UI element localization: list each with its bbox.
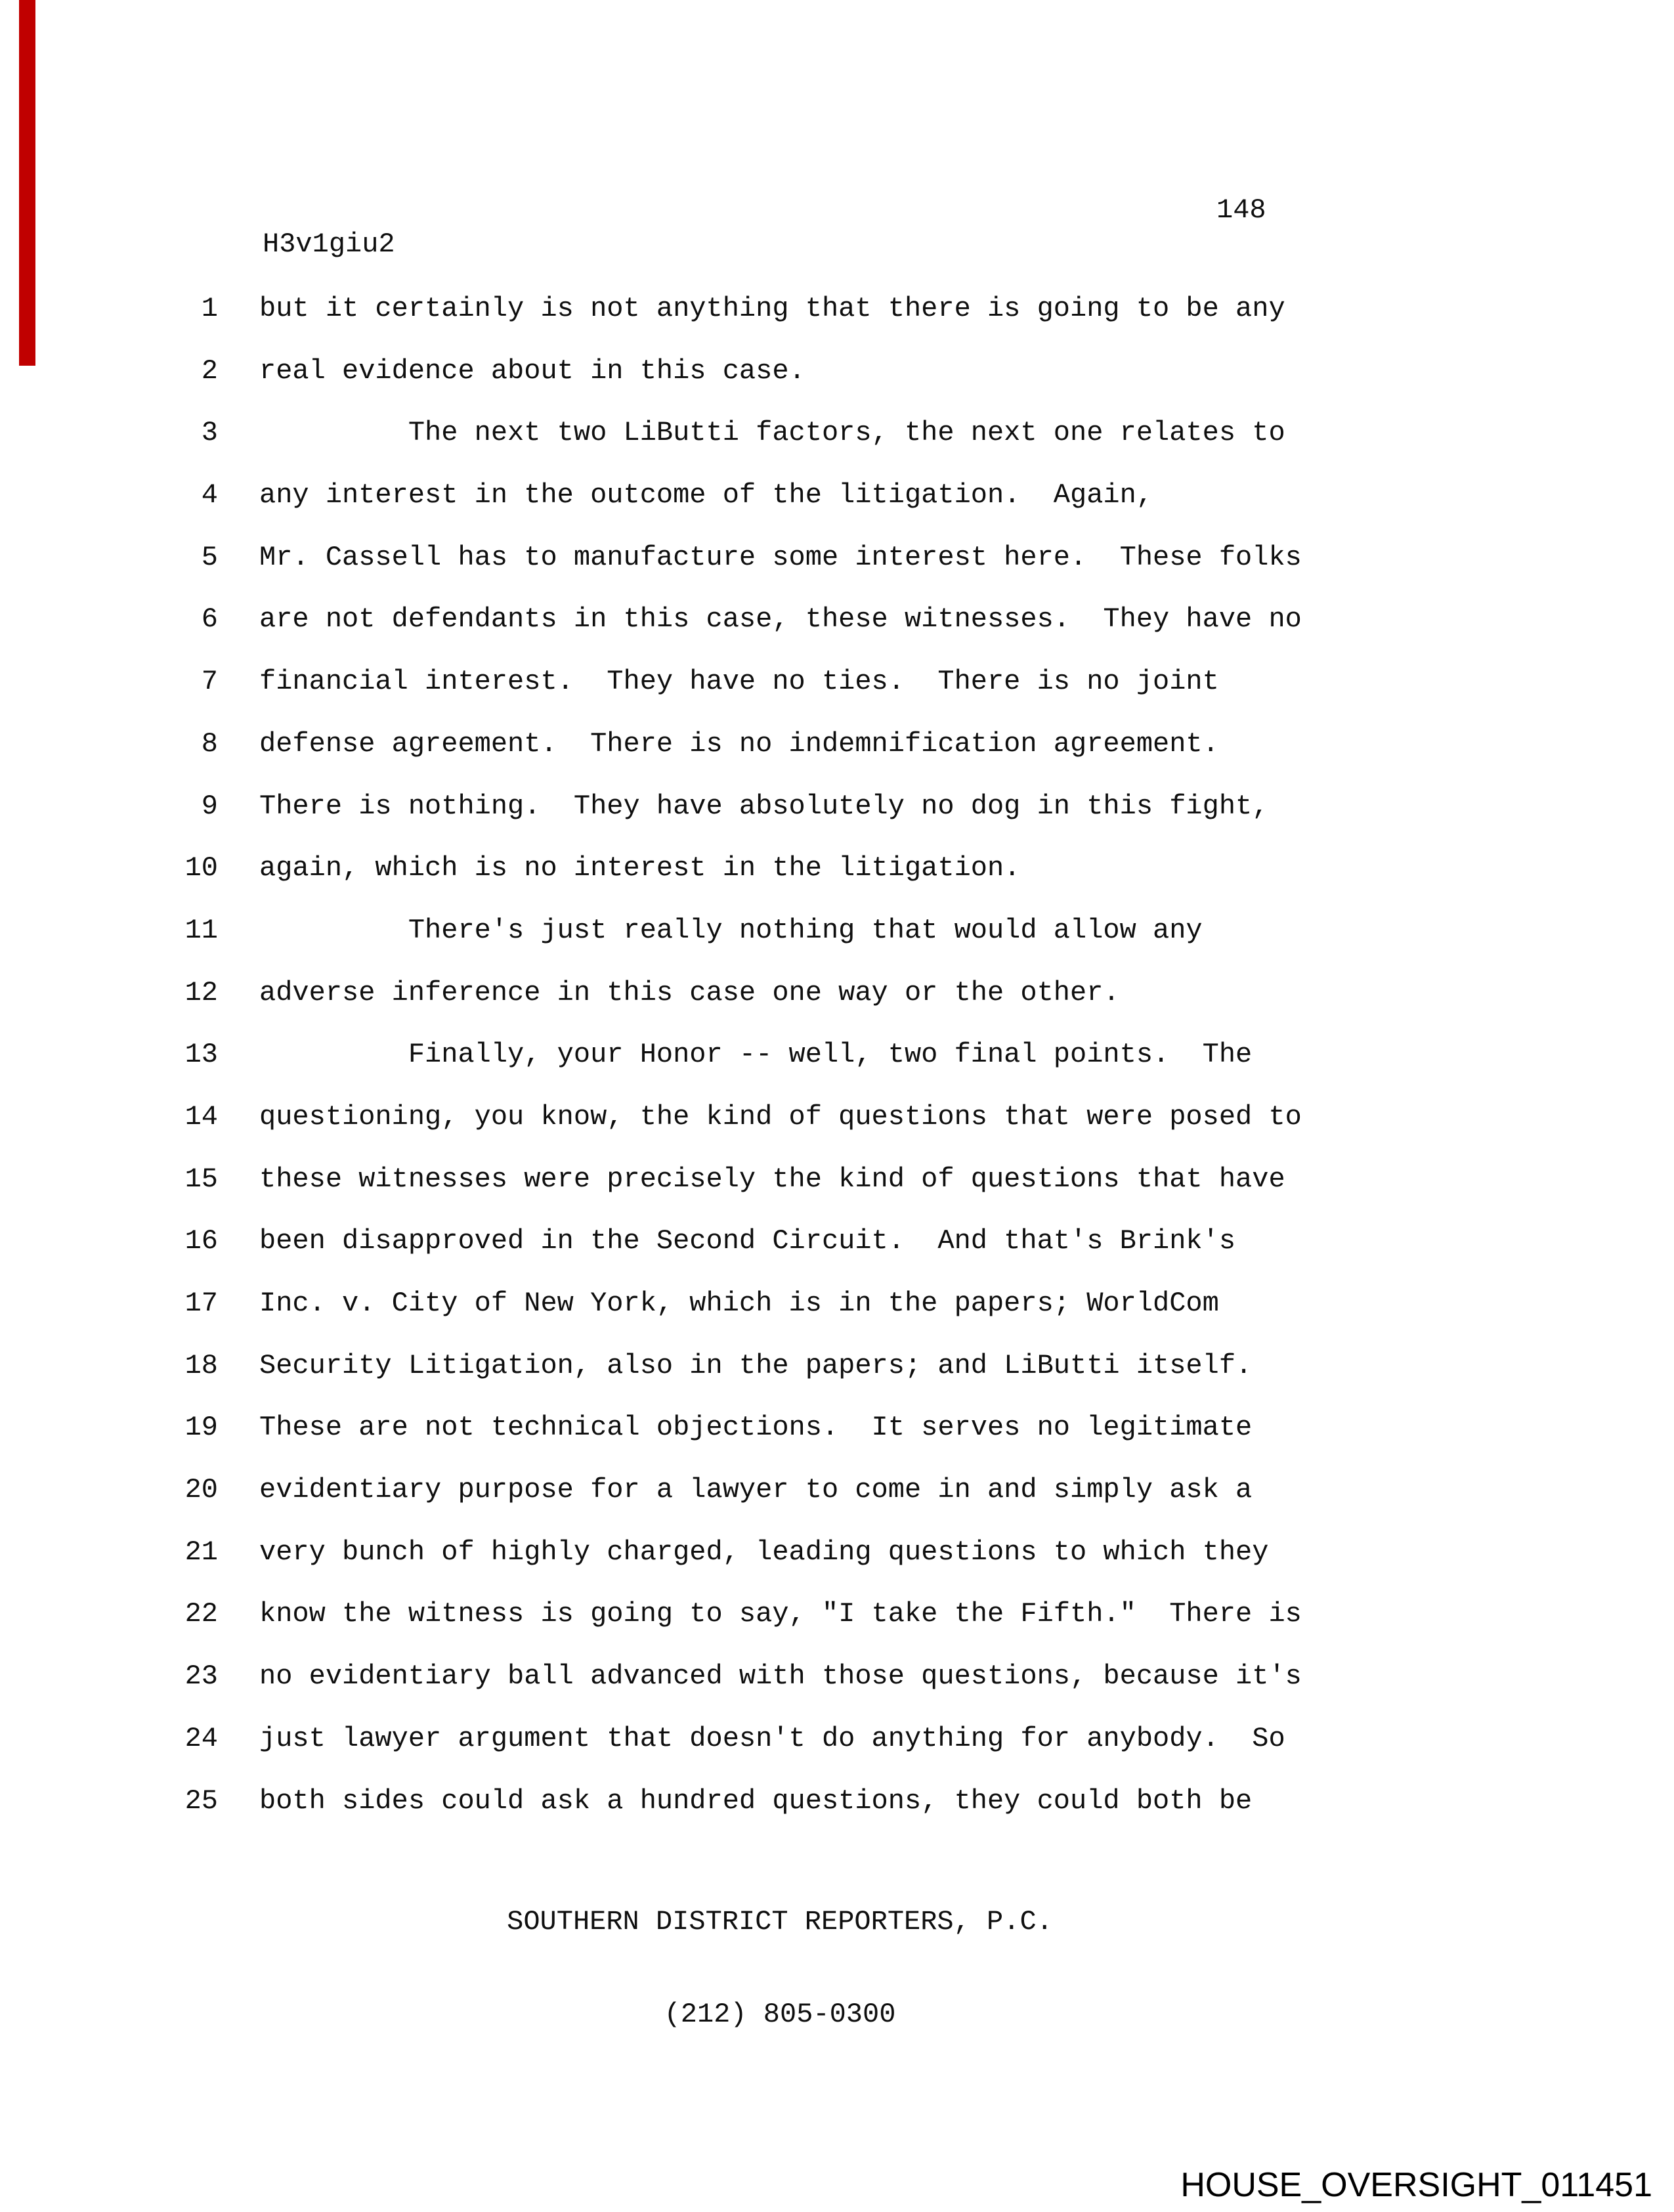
transcript-line [164, 417, 1411, 479]
line-number: 10 [184, 852, 218, 884]
transcript-lines [164, 293, 1411, 1847]
line-number: 19 [184, 1412, 218, 1444]
line-number: 16 [184, 1225, 218, 1257]
line-number: 4 [201, 479, 218, 511]
transcript-line [164, 791, 1411, 853]
reporter-name: SOUTHERN DISTRICT REPORTERS, P.C. [507, 1906, 1053, 1938]
line-text: The next two LiButti factors, the next one relates to [259, 417, 1285, 449]
line-number: 2 [201, 355, 218, 387]
transcript-line [164, 355, 1411, 418]
line-number: 12 [184, 976, 218, 1008]
transcript-line [164, 852, 1411, 915]
line-number: 9 [201, 790, 218, 822]
transcript-header-id: H3v1giu2 [263, 228, 395, 260]
transcript-line [164, 1288, 1411, 1350]
transcript-line [164, 542, 1411, 604]
line-text: been disapproved in the Second Circuit. And that's Brink's [259, 1225, 1236, 1257]
transcript-line [164, 1163, 1411, 1226]
reporter-phone: (212) 805-0300 [664, 1999, 896, 2030]
transcript-line [164, 1039, 1411, 1101]
transcript-line [164, 1474, 1411, 1536]
line-number: 5 [201, 541, 218, 573]
line-number: 11 [184, 914, 218, 946]
line-text: adverse inference in this case one way or the other. [259, 976, 1120, 1008]
line-text: both sides could ask a hundred questions, they could both be [259, 1785, 1253, 1817]
transcript-line [164, 1598, 1411, 1660]
line-text: Mr. Cassell has to manufacture some interest here. These folks [259, 541, 1302, 573]
transcript-line [164, 1723, 1411, 1785]
line-number: 23 [184, 1660, 218, 1693]
line-number: 17 [184, 1288, 218, 1319]
transcript-line [164, 977, 1411, 1039]
transcript-line [164, 915, 1411, 977]
line-number: 22 [184, 1598, 218, 1630]
red-margin-line [19, 0, 35, 366]
line-text: These are not technical objections. It serves no legitimate [259, 1412, 1253, 1444]
line-text: Inc. v. City of New York, which is in the papers; WorldCom [259, 1288, 1219, 1319]
transcript-line [164, 479, 1411, 542]
line-text: very bunch of highly charged, leading questions to which they [259, 1536, 1269, 1568]
line-number: 14 [184, 1100, 218, 1133]
line-text: Finally, your Honor -- well, two final points. The [259, 1039, 1253, 1071]
transcript-line [164, 1785, 1411, 1848]
line-text: defense agreement. There is no indemnification agreement. [259, 727, 1219, 760]
line-number: 1 [201, 293, 218, 324]
line-number: 15 [184, 1163, 218, 1195]
line-number: 24 [184, 1722, 218, 1754]
transcript-line [164, 728, 1411, 791]
transcript-line [164, 1225, 1411, 1288]
line-number: 18 [184, 1349, 218, 1381]
line-number: 20 [184, 1474, 218, 1506]
transcript-line [164, 1101, 1411, 1163]
line-text: know the witness is going to say, "I take the Fifth." There is [259, 1598, 1302, 1630]
line-text: questioning, you know, the kind of questions that were posed to [259, 1100, 1302, 1133]
reporter-footer [259, 1845, 1300, 2092]
line-text: financial interest. They have no ties. There is no joint [259, 666, 1219, 698]
transcript-line [164, 666, 1411, 728]
transcript-line [164, 603, 1411, 666]
line-number: 8 [201, 727, 218, 760]
line-text: again, which is no interest in the litigation. [259, 852, 1021, 884]
line-number: 3 [201, 417, 218, 449]
transcript-line [164, 1660, 1411, 1723]
line-text: evidentiary purpose for a lawyer to come in and simply ask a [259, 1474, 1253, 1506]
transcript-line [164, 1536, 1411, 1599]
line-number: 13 [184, 1039, 218, 1071]
line-text: just lawyer argument that doesn't do anything for anybody. So [259, 1722, 1285, 1754]
line-text: any interest in the outcome of the litigation. Again, [259, 479, 1153, 511]
line-text: but it certainly is not anything that there is going to be any [259, 293, 1285, 324]
line-text: There's just really nothing that would allow any [259, 914, 1203, 946]
transcript-line [164, 1350, 1411, 1412]
line-number: 6 [201, 603, 218, 636]
line-text: these witnesses were precisely the kind of questions that have [259, 1163, 1285, 1195]
line-text: are not defendants in this case, these witnesses. They have no [259, 603, 1302, 636]
line-number: 25 [184, 1785, 218, 1817]
line-text: no evidentiary ball advanced with those questions, because it's [259, 1660, 1302, 1693]
line-text: Security Litigation, also in the papers; and LiButti itself. [259, 1349, 1253, 1381]
transcript-line [164, 1412, 1411, 1474]
line-number: 7 [201, 666, 218, 698]
transcript-line [164, 293, 1411, 355]
page-number: 148 [1216, 194, 1266, 226]
line-text: There is nothing. They have absolutely no dog in this fight, [259, 790, 1269, 822]
line-text: real evidence about in this case. [259, 355, 805, 387]
line-number: 21 [184, 1536, 218, 1568]
bates-stamp: HOUSE_OVERSIGHT_011451 [1180, 2166, 1652, 2204]
